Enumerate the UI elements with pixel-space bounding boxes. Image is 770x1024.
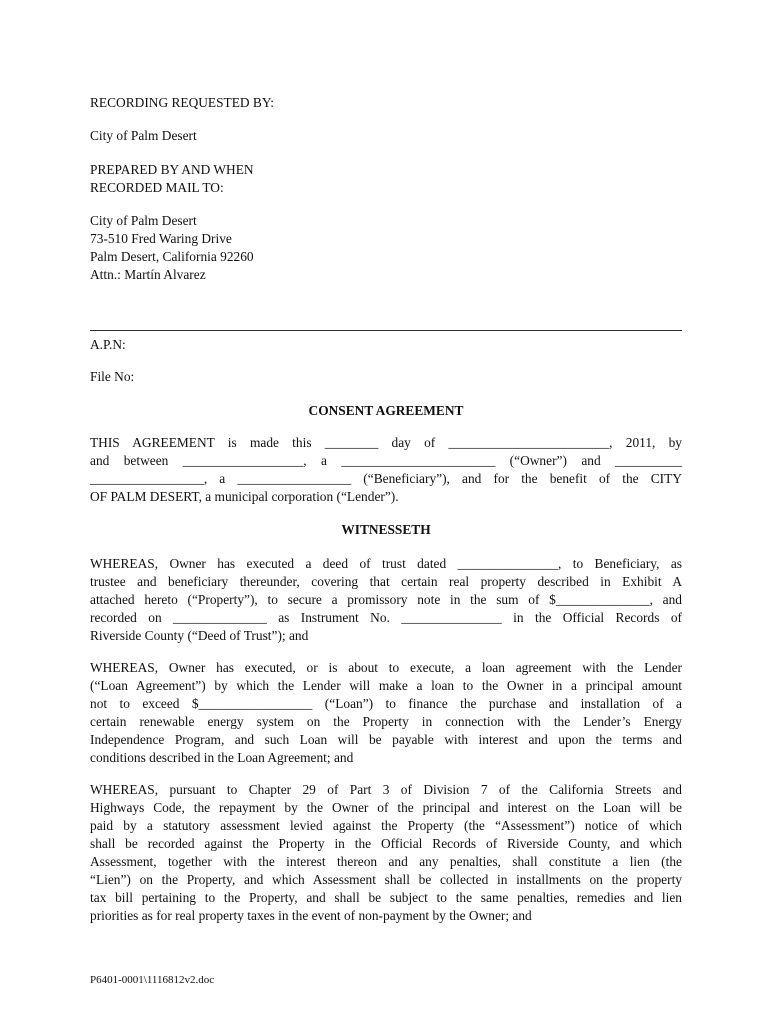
paragraph-line: attached hereto (“Property”), to secure a promissory note in the sum of $______________, and <box>90 592 682 607</box>
address-line: Palm Desert, California 92260 <box>90 249 254 264</box>
paragraph-line: shall be recorded against the Property in the Official Records of Riverside County, and which <box>90 836 682 851</box>
paragraph-line: _________________, a _________________ (“Beneficiary”), and for the benefit of the CITY <box>90 471 682 486</box>
mailing-address <box>90 212 682 284</box>
recording-divider <box>90 330 682 331</box>
requester-name: City of Palm Desert <box>90 128 197 143</box>
paragraph-line: conditions described in the Loan Agreement; and <box>90 750 354 765</box>
paragraph-line: certain renewable energy system on the Property in connection with the Lender’s Energy <box>90 714 682 729</box>
paragraph-line: Assessment, together with the interest thereon and any penalties, shall constitute a lien (the <box>90 854 682 869</box>
file-no-field: File No: <box>90 369 135 384</box>
paragraph-line: priorities as for real property taxes in the event of non-payment by the Owner; and <box>90 908 532 923</box>
whereas-paragraph-1 <box>90 555 682 645</box>
address-line: 73-510 Fred Waring Drive <box>90 231 232 246</box>
paragraph-line: tax bill pertaining to the Property, and shall be subject to the same penalties, remedies and lien <box>90 890 682 905</box>
recording-requested-by: RECORDING REQUESTED BY: <box>90 95 275 110</box>
paragraph-line: OF PALM DESERT, a municipal corporation (“Lender”). <box>90 489 399 504</box>
paragraph-line: Independence Program, and such Loan will be payable with interest and upon the terms and <box>90 732 682 747</box>
agreement-paragraph <box>90 434 682 506</box>
document-title: CONSENT AGREEMENT <box>308 403 464 418</box>
paragraph-line: trustee and beneficiary thereunder, covering that certain real property described in Exhibit A <box>90 574 682 589</box>
paragraph-line: THIS AGREEMENT is made this ________ day of ________________________, 2011, by <box>90 435 682 450</box>
paragraph-line: WHEREAS, Owner has executed, or is about to execute, a loan agreement with the Lender <box>90 660 682 675</box>
paragraph-line: Riverside County (“Deed of Trust”); and <box>90 628 309 643</box>
witnesseth-heading: WITNESSETH <box>341 522 431 537</box>
address-line: City of Palm Desert <box>90 213 197 228</box>
paragraph-line: and between __________________, a _______________________ (“Owner”) and __________ <box>90 453 682 468</box>
paragraph-line: not to exceed $_________________ (“Loan”) to finance the purchase and installation of a <box>90 696 682 711</box>
prepared-by-line: PREPARED BY AND WHEN <box>90 162 254 177</box>
paragraph-line: “Lien”) on the Property, and which Assessment shall be collected in installments on the property <box>90 872 682 887</box>
apn-field: A.P.N: <box>90 337 126 352</box>
paragraph-line: recorded on ______________ as Instrument No. _______________ in the Official Records of <box>90 610 682 625</box>
document-footer: P6401-0001\1116812v2.doc <box>90 974 215 986</box>
prepared-by-line: RECORDED MAIL TO: <box>90 180 224 195</box>
paragraph-line: WHEREAS, Owner has executed a deed of trust dated _______________, to Beneficiary, as <box>90 556 682 571</box>
paragraph-line: (“Loan Agreement”) by which the Lender will make a loan to the Owner in a principal amount <box>90 678 682 693</box>
paragraph-line: Highways Code, the repayment by the Owner of the principal and interest on the Loan will be <box>90 800 682 815</box>
paragraph-line: WHEREAS, pursuant to Chapter 29 of Part 3 of Division 7 of the California Streets and <box>90 782 682 797</box>
paragraph-line: paid by a statutory assessment levied against the Property (the “Assessment”) notice of which <box>90 818 682 833</box>
address-line: Attn.: Martín Alvarez <box>90 267 206 282</box>
whereas-paragraph-3 <box>90 781 682 925</box>
prepared-by-block <box>90 161 682 197</box>
whereas-paragraph-2 <box>90 659 682 767</box>
